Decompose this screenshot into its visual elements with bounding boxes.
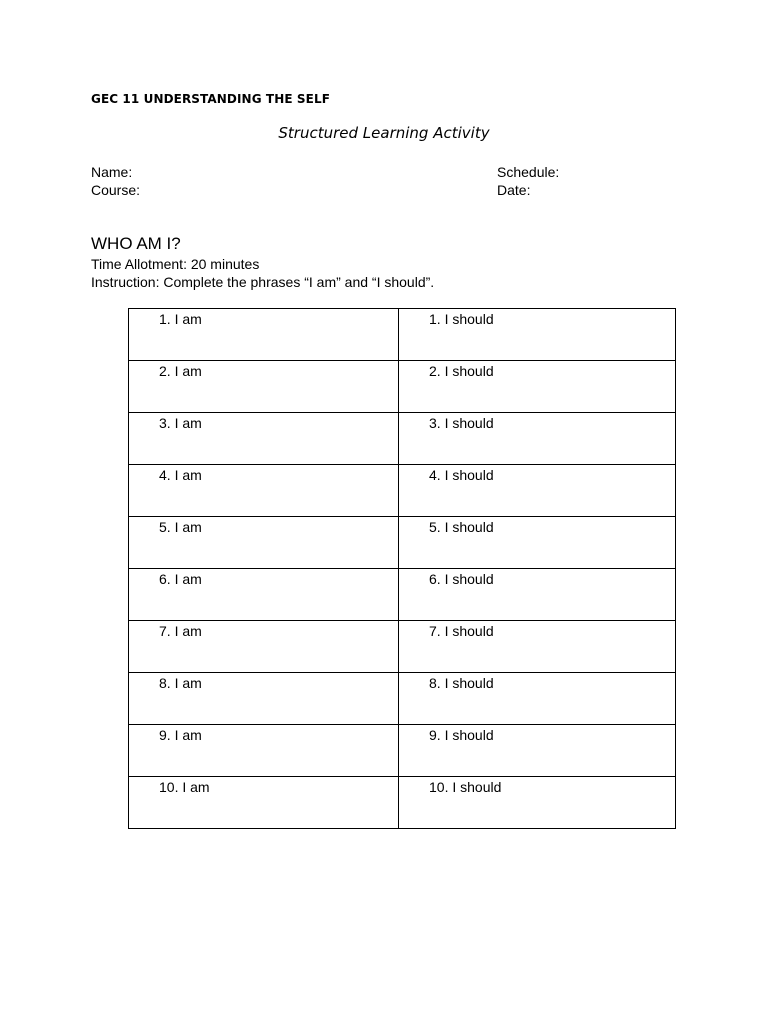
date-label: Date: [497,182,531,198]
i-should-cell[interactable]: 1. I should [399,309,676,361]
i-am-cell[interactable]: 1. I am [129,309,399,361]
i-am-cell[interactable]: 9. I am [129,725,399,777]
table-row [129,673,676,725]
i-should-cell[interactable]: 8. I should [399,673,676,725]
i-should-cell[interactable]: 7. I should [399,621,676,673]
i-should-cell[interactable]: 2. I should [399,361,676,413]
table-row [129,725,676,777]
i-should-cell[interactable]: 9. I should [399,725,676,777]
name-label: Name: [91,164,133,180]
i-am-cell[interactable]: 6. I am [129,569,399,621]
i-should-cell[interactable]: 6. I should [399,569,676,621]
i-should-cell[interactable]: 4. I should [399,465,676,517]
i-am-cell[interactable]: 2. I am [129,361,399,413]
i-am-cell[interactable]: 8. I am [129,673,399,725]
table-row [129,361,676,413]
time-allotment: Time Allotment: 20 minutes [91,256,260,272]
activity-title: Structured Learning Activity [278,124,490,142]
activity-table [128,308,676,829]
i-am-cell[interactable]: 5. I am [129,517,399,569]
table-row [129,517,676,569]
table-row [129,569,676,621]
i-am-cell[interactable]: 3. I am [129,413,399,465]
course-label: Course: [91,182,141,198]
i-should-cell[interactable]: 10. I should [399,777,676,829]
table-row [129,621,676,673]
course-code-heading: GEC 11 UNDERSTANDING THE SELF [91,92,331,106]
i-am-cell[interactable]: 7. I am [129,621,399,673]
table-row [129,465,676,517]
instruction-text: Instruction: Complete the phrases “I am” and “I should”. [91,274,435,290]
section-heading: WHO AM I? [91,234,181,253]
i-am-cell[interactable]: 4. I am [129,465,399,517]
schedule-label: Schedule: [497,164,560,180]
table-row [129,309,676,361]
table-row [129,413,676,465]
i-should-cell[interactable]: 5. I should [399,517,676,569]
i-am-cell[interactable]: 10. I am [129,777,399,829]
i-should-cell[interactable]: 3. I should [399,413,676,465]
table-row [129,777,676,829]
